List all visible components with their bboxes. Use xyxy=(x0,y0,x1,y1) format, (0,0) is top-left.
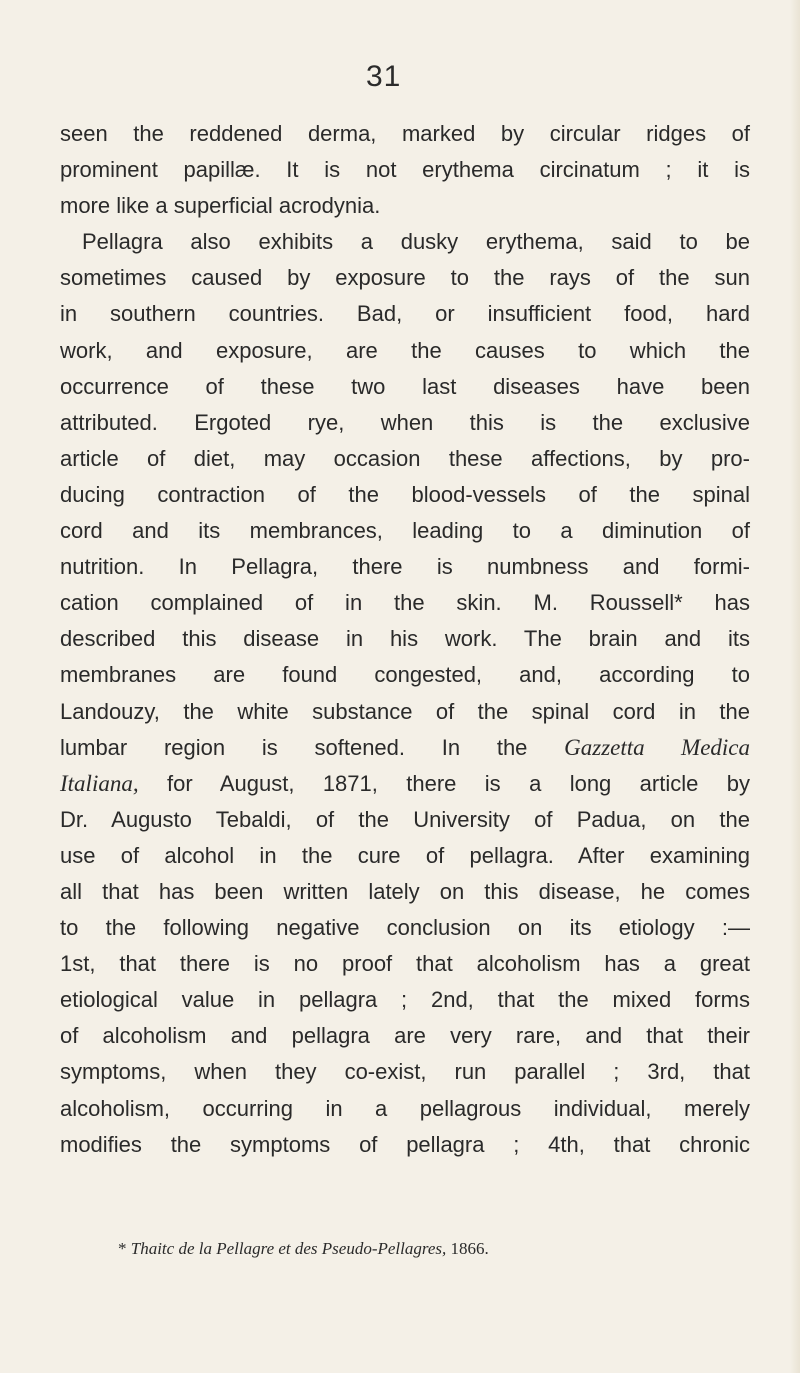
text-line: seen the reddened derma, marked by circular ridges of xyxy=(60,121,750,146)
text-line: cord and its membrances, leading to a diminution of xyxy=(60,518,750,544)
footnote xyxy=(118,1239,738,1259)
text-line: all that has been written lately on this disease, he comes xyxy=(60,878,750,904)
text-line: in southern countries. Bad, or insufficient food, hard xyxy=(60,301,750,327)
text-line: attributed. Ergoted rye, when this is the exclusive xyxy=(60,409,750,435)
page-edge-shadow xyxy=(790,0,800,1373)
text-line: alcoholism, occurring in a pellagrous individual, merely xyxy=(60,1095,750,1121)
italic-journal-title: Italiana, xyxy=(60,770,139,796)
text-line-with-italic xyxy=(60,730,750,766)
footnote-marker: * xyxy=(118,1239,127,1258)
footnote-title: Thaitc de la Pellagre et des Pseudo-Pellagres, xyxy=(130,1239,447,1258)
text-line-with-italic xyxy=(60,766,750,802)
text-line: ducing contraction of the blood-vessels of the spinal xyxy=(60,481,750,507)
text-line: of alcoholism and pellagra are very rare, and that their xyxy=(60,1023,750,1049)
text-line: prominent papillæ. It is not erythema circinatum ; it is xyxy=(60,157,750,183)
text-line: nutrition. In Pellagra, there is numbness and formi- xyxy=(60,554,750,580)
text-line: cation complained of in the skin. M. Roussell* has xyxy=(60,590,750,616)
text-line: described this disease in his work. The brain and its xyxy=(60,626,750,652)
page-number: 31 xyxy=(366,60,402,93)
text-line: Pellagra also exhibits a dusky erythema, said to be xyxy=(82,229,750,255)
text-fragment: lumbar region is softened. In the xyxy=(60,734,528,760)
text-line: to the following negative conclusion on its etiology :— xyxy=(60,915,750,941)
text-line: etiological value in pellagra ; 2nd, that the mixed forms xyxy=(60,987,750,1013)
text-line: use of alcohol in the cure of pellagra. After examining xyxy=(60,842,750,868)
text-line: Landouzy, the white substance of the spinal cord in the xyxy=(60,698,750,724)
text-line: Dr. Augusto Tebaldi, of the University of Padua, on the xyxy=(60,806,750,832)
text-line: article of diet, may occasion these affections, by pro- xyxy=(60,445,750,471)
footnote-year: 1866. xyxy=(450,1239,489,1258)
text-line: sometimes caused by exposure to the rays of the sun xyxy=(60,265,750,291)
text-line: modifies the symptoms of pellagra ; 4th, that chronic xyxy=(60,1131,750,1157)
text-line: symptoms, when they co-exist, run parallel ; 3rd, that xyxy=(60,1059,750,1085)
body-text xyxy=(60,116,750,1163)
text-fragment: for August, 1871, there is a long article by xyxy=(166,770,750,796)
text-line: 1st, that there is no proof that alcoholism has a great xyxy=(60,951,750,977)
text-line: occurrence of these two last diseases have been xyxy=(60,373,750,399)
text-line: work, and exposure, are the causes to which the xyxy=(60,337,750,363)
text-line: membranes are found congested, and, according to xyxy=(60,662,750,688)
text-line: more like a superficial acrodynia. xyxy=(60,193,381,219)
italic-journal-title: Gazzetta Medica xyxy=(564,734,751,760)
